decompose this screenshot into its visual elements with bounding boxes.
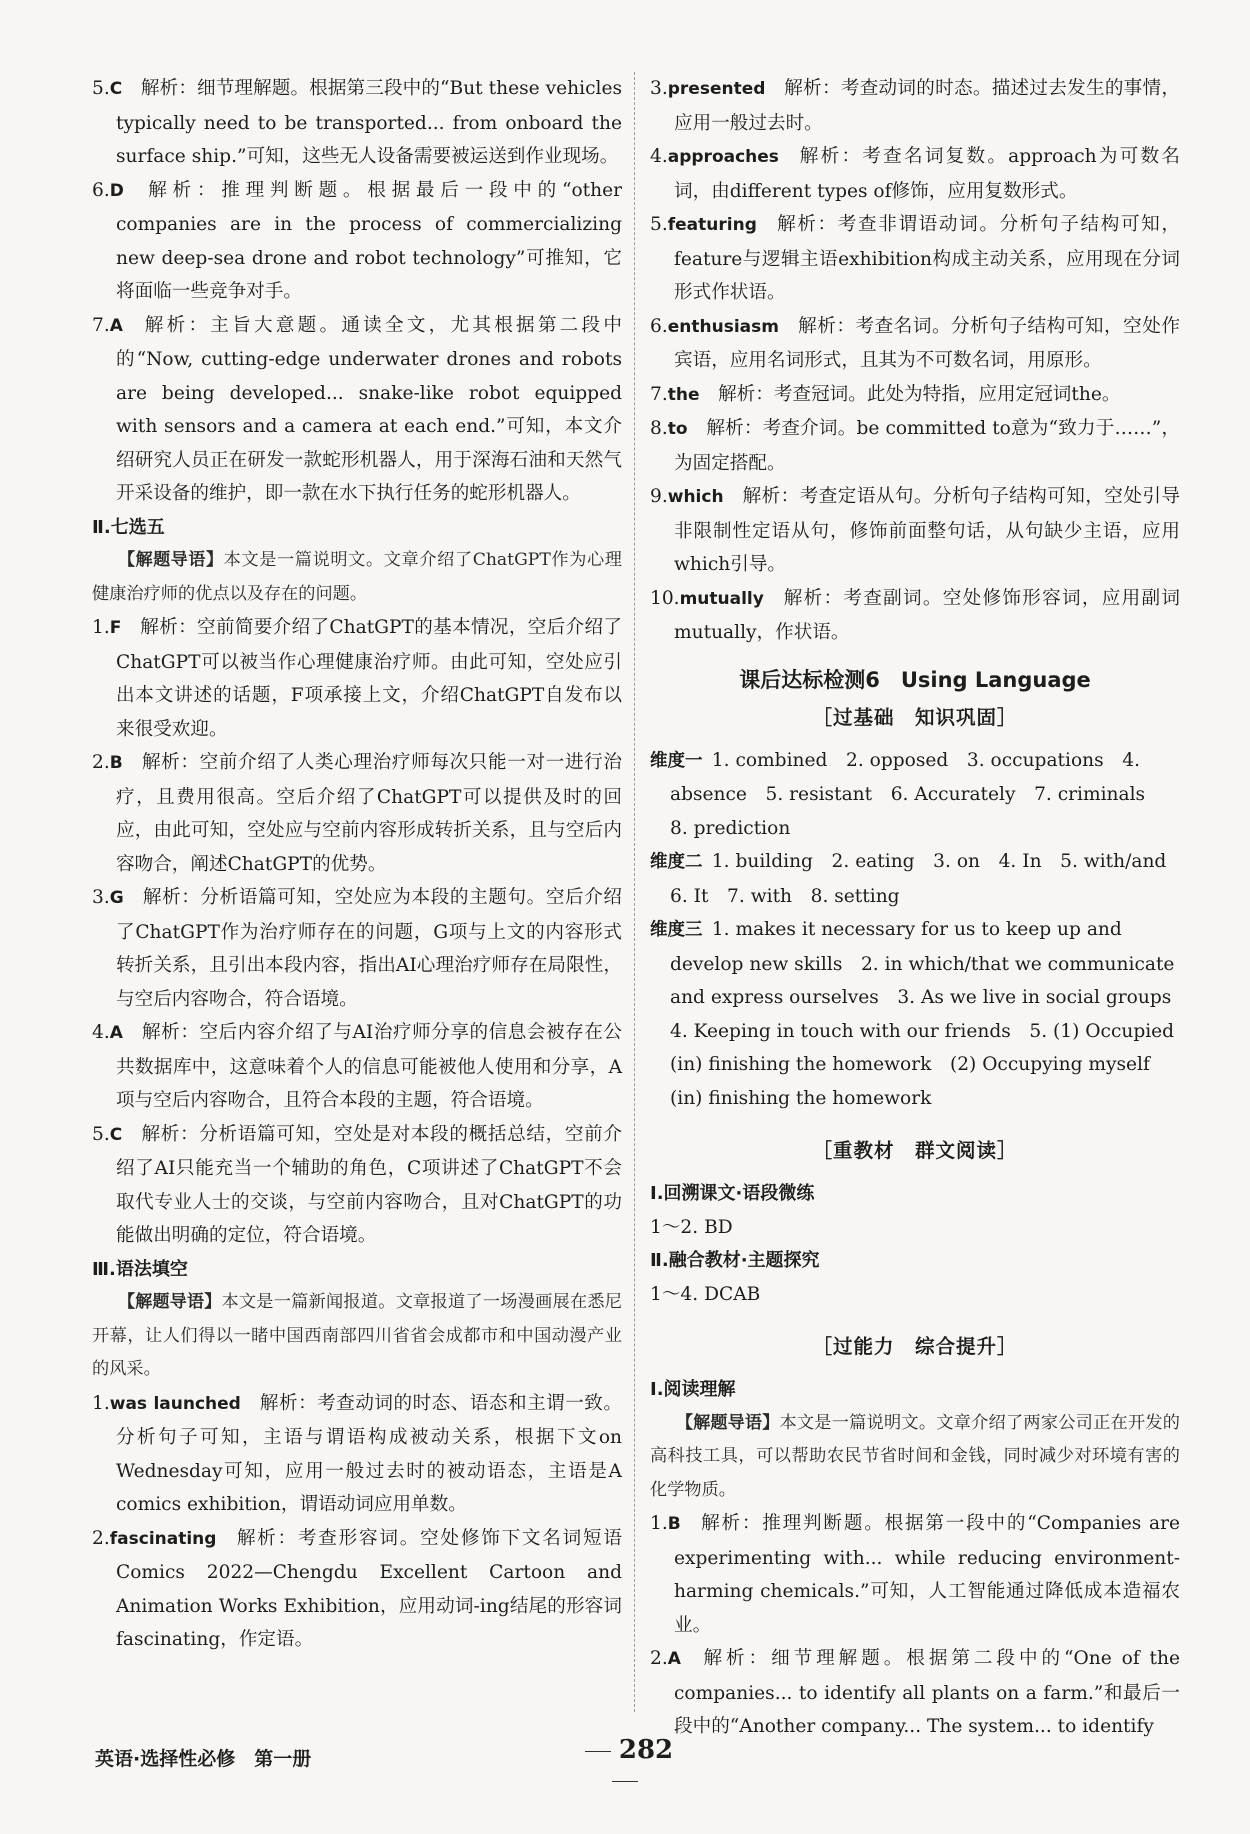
- band-basics: ［过基础 知识巩固］: [812, 705, 1018, 729]
- item-number: 2.: [650, 1648, 668, 1669]
- item-answer-key: approaches: [667, 147, 779, 167]
- item-explanation: 解析：细节理解题。根据第二段中的“One of the companies... to identify all plants on a farm.”和最后一段中的“Another company... The system... to identify: [674, 1648, 1180, 1737]
- item-number: 7.: [650, 383, 668, 405]
- item-answer-key: fascinating: [109, 1528, 217, 1549]
- item-answer-key: A: [109, 1023, 123, 1043]
- answer-item: [92, 746, 622, 881]
- item-answer-key: featuring: [667, 215, 757, 235]
- item-explanation: 解析：分析语篇可知，空处是对本段的概括总结，空前介绍了AI只能充当一个辅助的角色，C项讲述了ChatGPT不会取代专业人士的交谈，与空前内容吻合，且对ChatGPT的功能做出明确的定位，符合语境。: [116, 1123, 622, 1246]
- answer-item: [650, 378, 1180, 413]
- item-explanation: 解析：考查名词复数。approach为可数名词，由different types of修饰，应用复数形式。: [674, 146, 1180, 202]
- answer-item: [650, 1507, 1180, 1642]
- band-textbook: ［重教材 群文阅读］: [812, 1139, 1018, 1162]
- section-grammar-title: Ⅲ.语法填空: [92, 1258, 188, 1280]
- book-title: 英语·选择性必修 第一册: [95, 1748, 312, 1770]
- answer-item: [650, 72, 1180, 140]
- item-number: 5.: [92, 1123, 110, 1145]
- answer-item: [92, 1118, 622, 1253]
- reading-title: Ⅰ.阅读理解: [650, 1379, 736, 1400]
- left-answers-seven: [92, 611, 622, 1253]
- answer-item: [650, 1642, 1180, 1744]
- dimension-row: [650, 845, 1185, 913]
- item-explanation: 解析：分析语篇可知，空处应为本段的主题句。空后介绍了ChatGPT作为治疗师存在的问题，G项与上文的内容形式转折关系，且引出本段内容，指出AI心理治疗师存在局限性，与空后内容吻合，符合语境。: [116, 887, 622, 1010]
- dimension-answers-text: 1. makes it necessary for us to keep up and develop new skills 2. in which/that we communicate and express ourselves 3. As we live in social groups 4. Keeping in touch with our friends 5. (1) Occupied (in) finishing the homework (2) Occupying myself (in) finishing the homework: [670, 919, 1190, 1109]
- section-seven-lead: [92, 544, 622, 611]
- item-answer-key: the: [667, 384, 700, 405]
- item-explanation: 解析：空后内容介绍了与AI治疗师分享的信息会被存在公共数据库中，这意味着个人的信息可能被他人使用和分享，A项与空后内容吻合，且符合本段的主题，符合语境。: [116, 1022, 622, 1111]
- dimension-row: [650, 913, 1190, 1115]
- lead-text: 本文是一篇新闻报道。文章报道了一场漫画展在悉尼开幕，让人们得以一睹中国西南部四川省省会成都市和中国动漫产业的风采。: [92, 1292, 622, 1379]
- item-explanation: 解析：主旨大意题。通读全文，尤其根据第二段中的“Now, cutting-edge underwater drones and robots are being developed... snake-like robot equipped with sensors and a camera at each end.”可知，本文介绍研究人员正在研发一款蛇形机器人，用于深海石油和天然气开采设备的维护，即一款在水下执行任务的蛇形机器人。: [116, 314, 622, 504]
- answer-item: [650, 208, 1180, 310]
- item-answer-key: was launched: [109, 1393, 241, 1414]
- item-answer-key: A: [109, 315, 123, 336]
- item-number: 6.: [650, 315, 668, 337]
- dimension-label: 维度三: [650, 920, 703, 940]
- item-explanation: 解析：考查动词的时态。描述过去发生的事情，应用一般过去时。: [674, 78, 1180, 134]
- item-answer-key: G: [109, 888, 124, 908]
- right-column: [650, 72, 1190, 1744]
- item-answer-key: mutually: [679, 588, 764, 609]
- item-explanation: 解析：考查副词。空处修饰形容词，应用副词mutually，作状语。: [674, 587, 1180, 643]
- item-explanation: 解析：考查冠词。此处为特指，应用定冠词the。: [718, 383, 1121, 405]
- item-number: 1.: [92, 617, 110, 638]
- item-number: 4.: [650, 146, 668, 167]
- item-answer-key: B: [667, 1514, 681, 1534]
- item-answer-key: C: [109, 79, 123, 99]
- item-number: 1.: [92, 1392, 110, 1414]
- item-answer-key: D: [109, 180, 124, 201]
- item-number: 8.: [650, 418, 668, 439]
- lead-text: 本文是一篇说明文。文章介绍了两家公司正在开发的高科技工具，可以帮助农民节省时间和金钱，同时减少对环境有害的化学物质。: [650, 1412, 1180, 1500]
- item-explanation: 解析：推理判断题。根据第一段中的“Companies are experimenting with... while reducing environment-harming chemicals.”可知，人工智能通过降低成本造福农业。: [674, 1513, 1180, 1636]
- review-text-answer: 1～2. BD: [650, 1216, 733, 1238]
- item-explanation: 解析：考查动词的时态、语态和主谓一致。分析句子可知，主语与谓语构成被动关系，根据下文on Wednesday可知，应用一般过去时的被动语态，主语是A comics exhibition，谓语动词应用单数。: [116, 1392, 622, 1515]
- item-answer-key: B: [109, 753, 123, 773]
- review-text-title: Ⅰ.回溯课文·语段微练: [650, 1183, 815, 1204]
- item-answer-key: F: [109, 618, 122, 638]
- item-answer-key: which: [667, 487, 724, 507]
- item-explanation: 解析：空前介绍了人类心理治疗师每次只能一对一进行治疗，且费用很高。空后介绍了ChatGPT可以提供及时的回应，由此可知，空处应与空前内容形成转折关系，且与空后内容吻合，阐述ChatGPT的优势。: [116, 752, 622, 875]
- lead-text: 本文是一篇说明文。文章介绍了ChatGPT作为心理健康治疗师的优点以及存在的问题。: [92, 550, 622, 604]
- answer-item: [650, 412, 1180, 480]
- answer-item: [650, 480, 1180, 582]
- answer-item: [92, 174, 622, 309]
- item-explanation: 解析：考查非谓语动词。分析句子结构可知，feature与逻辑主语exhibition构成主动关系，应用现在分词形式作状语。: [674, 214, 1180, 303]
- item-explanation: 解析：考查定语从句。分析句子结构可知，空处引导非限制性定语从句，修饰前面整句话，从句缺少主语，应用which引导。: [674, 486, 1180, 575]
- lead-label: 【解题导语】: [676, 1412, 780, 1433]
- item-explanation: 解析：考查形容词。空处修饰下文名词短语Comics 2022—Chengdu Excellent Cartoon and Animation Works Exhibition，应用动词-ing结尾的形容词fascinating，作定语。: [116, 1527, 622, 1650]
- lead-label: 【解题导语】: [118, 1292, 222, 1312]
- item-answer-key: enthusiasm: [667, 316, 779, 337]
- dimension-row: [650, 744, 1180, 846]
- item-answer-key: C: [109, 1124, 123, 1145]
- theme-explore-title: Ⅱ.融合教材·主题探究: [650, 1250, 820, 1271]
- dimension-label: 维度二: [650, 852, 703, 872]
- left-answers-reading: [92, 72, 622, 511]
- right-answers-grammar: [650, 72, 1180, 650]
- item-explanation: 解析：空前简要介绍了ChatGPT的基本情况，空后介绍了ChatGPT可以被当作心理健康治疗师。由此可知，空处应引出本文讲述的话题，F项承接上文，介绍ChatGPT自发布以来很受欢迎。: [116, 617, 622, 740]
- item-explanation: 解析：推理判断题。根据最后一段中的“other companies are in the process of commercializing new deep-sea drone and robot technology”可推知，它将面临一些竞争对手。: [116, 179, 622, 302]
- dimension-answers: [650, 744, 1190, 1116]
- column-divider: [634, 72, 635, 1712]
- answer-item: [92, 611, 622, 746]
- item-answer-key: presented: [667, 79, 766, 99]
- item-number: 2.: [92, 752, 110, 773]
- reading-lead: [650, 1407, 1180, 1508]
- item-explanation: 解析：考查名词。分析句子结构可知，空处作宾语，应用名词形式，且其为不可数名词，用原形。: [674, 315, 1180, 371]
- answer-item: [650, 140, 1180, 208]
- item-number: 10.: [650, 587, 680, 609]
- item-number: 4.: [92, 1022, 110, 1043]
- left-answers-grammar: [92, 1387, 622, 1657]
- answer-item: [650, 582, 1180, 650]
- dimension-answers-text: 1. combined 2. opposed 3. occupations 4. absence 5. resistant 6. Accurately 7. criminals 8. prediction: [670, 749, 1164, 839]
- lead-label: 【解题导语】: [118, 550, 224, 570]
- answer-item: [92, 1016, 622, 1118]
- item-number: 1.: [650, 1513, 668, 1534]
- answer-item: [92, 881, 622, 1016]
- item-number: 5.: [92, 78, 110, 99]
- answer-item: [92, 72, 622, 174]
- section-grammar-lead: [92, 1286, 622, 1387]
- band-ability: ［过能力 综合提升］: [812, 1335, 1018, 1358]
- item-explanation: 解析：细节理解题。根据第三段中的“But these vehicles typically need to be transported... from onboard the surface ship.”可知，这些无人设备需要被运送到作业现场。: [116, 78, 622, 167]
- left-column: [92, 72, 622, 1657]
- answer-item: [92, 1522, 622, 1657]
- right-answers-reading: [650, 1507, 1180, 1744]
- unit-title: 课后达标检测6 Using Language: [739, 667, 1091, 692]
- page-number: 282: [560, 1735, 690, 1795]
- item-number: 5.: [650, 214, 668, 235]
- item-answer-key: A: [667, 1649, 681, 1669]
- item-number: 7.: [92, 314, 110, 336]
- answer-item: [92, 1387, 622, 1522]
- theme-explore-answer: 1～4. DCAB: [650, 1283, 761, 1305]
- item-number: 2.: [92, 1527, 110, 1549]
- section-seven-choose-five-title: Ⅱ.七选五: [92, 516, 165, 538]
- dimension-label: 维度一: [650, 750, 703, 771]
- item-number: 6.: [92, 179, 110, 201]
- item-number: 3.: [650, 78, 668, 99]
- answer-item: [92, 309, 622, 511]
- item-explanation: 解析：考查介词。be committed to意为“致力于……”，为固定搭配。: [674, 418, 1180, 474]
- item-number: 3.: [92, 887, 110, 908]
- item-number: 9.: [650, 486, 668, 507]
- item-answer-key: to: [667, 419, 688, 439]
- dimension-answers-text: 1. building 2. eating 3. on 4. In 5. with/and 6. It 7. with 8. setting: [670, 851, 1185, 907]
- answer-item: [650, 310, 1180, 378]
